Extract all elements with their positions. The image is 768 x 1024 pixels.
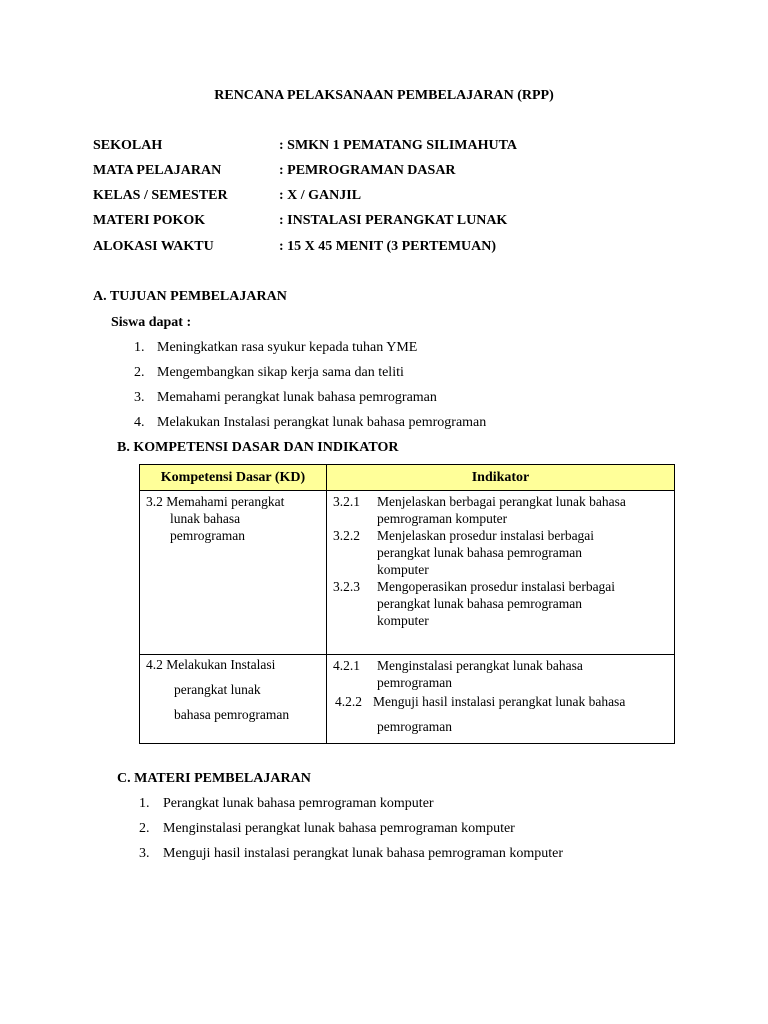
indicator-text: pemrograman — [377, 719, 452, 734]
indicator-text: komputer — [377, 613, 429, 628]
column-header-kd: Kompetensi Dasar (KD) — [140, 465, 327, 491]
indicator-text: Menjelaskan berbagai perangkat lunak bahasa — [377, 494, 626, 509]
indicator-number: 4.2.2 — [335, 694, 362, 709]
indicator-text: perangkat lunak bahasa pemrograman — [377, 545, 583, 560]
indicator-text: pemrograman — [377, 675, 452, 690]
list-item-number: 3. — [134, 390, 145, 405]
list-item: Menguji hasil instalasi perangkat lunak bahasa pemrograman komputer — [163, 846, 564, 861]
indicator-text: Mengoperasikan prosedur instalasi berbagai — [377, 579, 616, 594]
page-title: RENCANA PELAKSANAAN PEMBELAJARAN (RPP) — [214, 88, 554, 103]
indicator-text: Menguji hasil instalasi perangkat lunak bahasa — [373, 694, 626, 709]
identity-label: MATA PELAJARAN — [93, 163, 222, 178]
kd-text: 3.2 Memahami perangkat — [146, 494, 285, 509]
indicator-cell — [327, 655, 675, 744]
identity-value: : INSTALASI PERANGKAT LUNAK — [279, 213, 508, 228]
list-item: Perangkat lunak bahasa pemrograman komputer — [163, 796, 434, 811]
identity-label: KELAS / SEMESTER — [93, 188, 228, 203]
kd-text: pemrograman — [170, 528, 245, 543]
identity-value: : SMKN 1 PEMATANG SILIMAHUTA — [279, 138, 517, 153]
indicator-text: komputer — [377, 562, 429, 577]
section-c-heading: C. MATERI PEMBELAJARAN — [117, 771, 311, 786]
kd-text: lunak bahasa — [170, 511, 241, 526]
indicator-text: Menginstalasi perangkat lunak bahasa — [377, 658, 583, 673]
indicator-number: 3.2.1 — [333, 494, 360, 509]
list-item: Menginstalasi perangkat lunak bahasa pemrograman komputer — [163, 821, 515, 836]
section-a-heading: A. TUJUAN PEMBELAJARAN — [93, 289, 287, 304]
kd-cell — [140, 491, 327, 655]
identity-value: : 15 X 45 MENIT (3 PERTEMUAN) — [279, 239, 497, 254]
identity-label: ALOKASI WAKTU — [93, 239, 214, 254]
list-item-number: 1. — [134, 340, 145, 355]
indicator-number: 4.2.1 — [333, 658, 360, 673]
list-item-number: 4. — [134, 415, 145, 430]
section-b-heading: B. KOMPETENSI DASAR DAN INDIKATOR — [117, 440, 399, 455]
kd-text: perangkat lunak — [174, 682, 261, 697]
section-a-intro: Siswa dapat : — [111, 315, 192, 330]
identity-value: : X / GANJIL — [279, 188, 362, 203]
kd-text: bahasa pemrograman — [174, 707, 290, 722]
list-item-number: 2. — [134, 365, 145, 380]
list-item: Melakukan Instalasi perangkat lunak bahasa pemrograman — [157, 415, 487, 430]
kd-indicator-table — [139, 464, 675, 744]
list-item: Mengembangkan sikap kerja sama dan teliti — [157, 365, 404, 380]
kd-text: 4.2 Melakukan Instalasi — [146, 657, 276, 672]
table-row — [140, 655, 675, 744]
list-item-number: 2. — [139, 821, 150, 836]
identity-label: MATERI POKOK — [93, 213, 206, 228]
table-row — [140, 491, 675, 655]
list-item-number: 3. — [139, 846, 150, 861]
indicator-text: pemrograman komputer — [377, 511, 508, 526]
identity-value: : PEMROGRAMAN DASAR — [279, 163, 456, 178]
list-item: Meningkatkan rasa syukur kepada tuhan YME — [157, 340, 418, 355]
indicator-number: 3.2.2 — [333, 528, 360, 543]
kd-cell — [140, 655, 327, 744]
column-header-indikator: Indikator — [327, 465, 675, 491]
identity-label: SEKOLAH — [93, 138, 163, 153]
table-header-row — [140, 465, 675, 491]
indicator-number: 3.2.3 — [333, 579, 360, 594]
indicator-text: perangkat lunak bahasa pemrograman — [377, 596, 583, 611]
indicator-cell — [327, 491, 675, 655]
list-item-number: 1. — [139, 796, 150, 811]
list-item: Memahami perangkat lunak bahasa pemrograman — [157, 390, 437, 405]
indicator-text: Menjelaskan prosedur instalasi berbagai — [377, 528, 595, 543]
